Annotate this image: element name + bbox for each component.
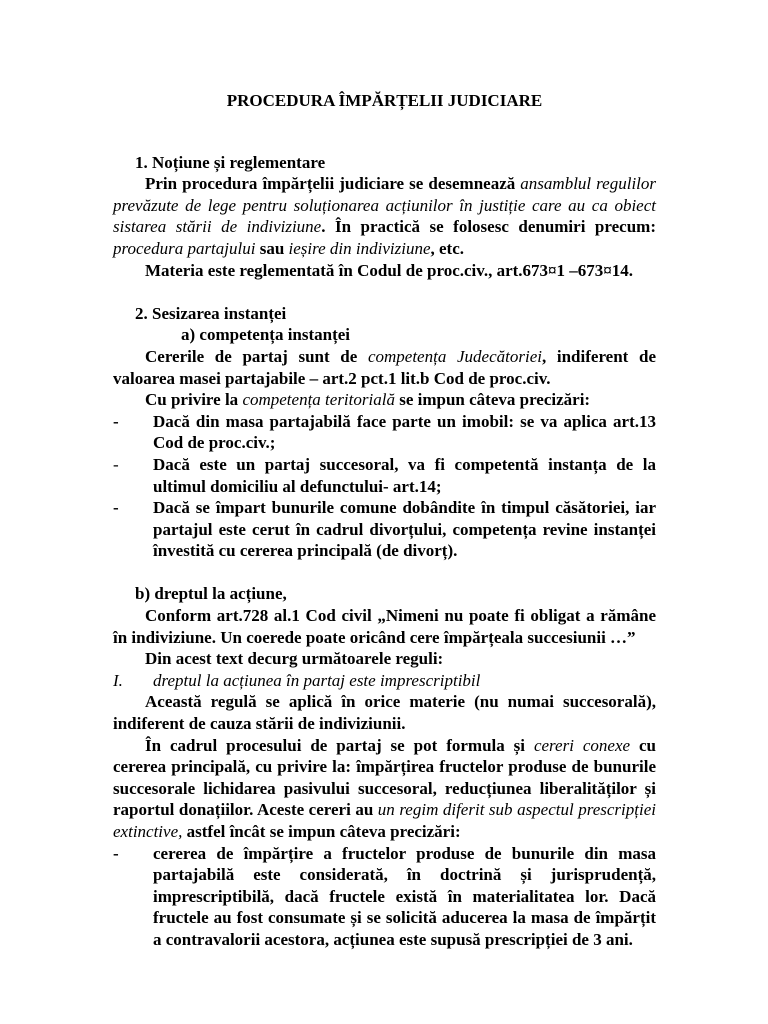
list-item: - Dacă este un partaj succesoral, va fi competentă instanța de la ultimul domiciliu al defunctului- art.14; xyxy=(113,454,656,496)
paragraph: Cu privire la competența teritorială se impun câteva precizări: xyxy=(145,390,591,410)
subsection-heading: a) competența instanței xyxy=(181,325,351,345)
list-item: - Dacă din masa partajabilă face parte un imobil: se va aplica art.13 Cod de proc.civ.; xyxy=(113,411,656,453)
paragraph: În cadrul procesului de partaj se pot formula și cereri conexe cu cererea principală, cu privire la: împărțirea fructelor produse de bunurile succesorale lichidarea pasivului succesoral, reducțiunea liberalităților și raportul donațiilor. Aceste cereri au un regim diferit sub aspectul prescripției extinctive, astfel încât se impun câteva precizări: xyxy=(113,735,656,841)
section-heading: 1. Noțiune și reglementare xyxy=(135,152,326,172)
paragraph: Prin procedura împărțelii judiciare se desemnează ansamblul regulilor prevăzute de lege pentru soluționarea acțiunilor în justiție care au ca obiect sistarea stării de indiviziune. În practică se folosesc denumiri precum: procedura partajului sau ieșire din indiviziune, etc. xyxy=(113,174,657,258)
paragraph: Conform art.728 al.1 Cod civil „Nimeni nu poate fi obligat a rămâne în indiviziune. Un coerede poate oricând cere împărțeala succesiunii …” xyxy=(113,606,656,647)
paragraph: Această regulă se aplică în orice materie (nu numai succesorală), indiferent de cauza stării de indiviziunii. xyxy=(113,692,656,734)
document-body xyxy=(113,90,656,951)
paragraph: Cererile de partaj sunt de competența Judecătoriei, indiferent de valoarea masei partajabile – art.2 pct.1 lit.b Cod de proc.civ. xyxy=(113,346,657,388)
paragraph: Din acest text decurg următoarele reguli: xyxy=(145,649,444,669)
list-item: I. dreptul la acțiunea în partaj este imprescriptibil xyxy=(113,670,481,690)
section-heading: 2. Sesizarea instanței xyxy=(135,303,287,323)
document-title: PROCEDURA ÎMPĂRȚELII JUDICIARE xyxy=(226,91,543,110)
subsection-heading: b) dreptul la acțiune, xyxy=(135,584,287,604)
list-item: - cererea de împărțire a fructelor produse de bunurile din masa partajabilă este considerată, în doctrină și jurisprudență, imprescriptibilă, dacă fructele există în materialitatea lor. Dacă fructele au fost consumate și se solicită aducerea la masa de împărțit a contravalorii acestora, acțiunea este supusă prescripției de 3 ani. xyxy=(113,843,656,949)
list-item: - Dacă se împart bunurile comune dobândite în timpul căsătoriei, iar partajul este cerut în cadrul divorțului, competența revine instanței învestită cu cererea principală (de divorț). xyxy=(113,498,656,561)
paragraph: Materia este reglementată în Codul de proc.civ., art.673¤1 –673¤14. xyxy=(145,260,634,280)
